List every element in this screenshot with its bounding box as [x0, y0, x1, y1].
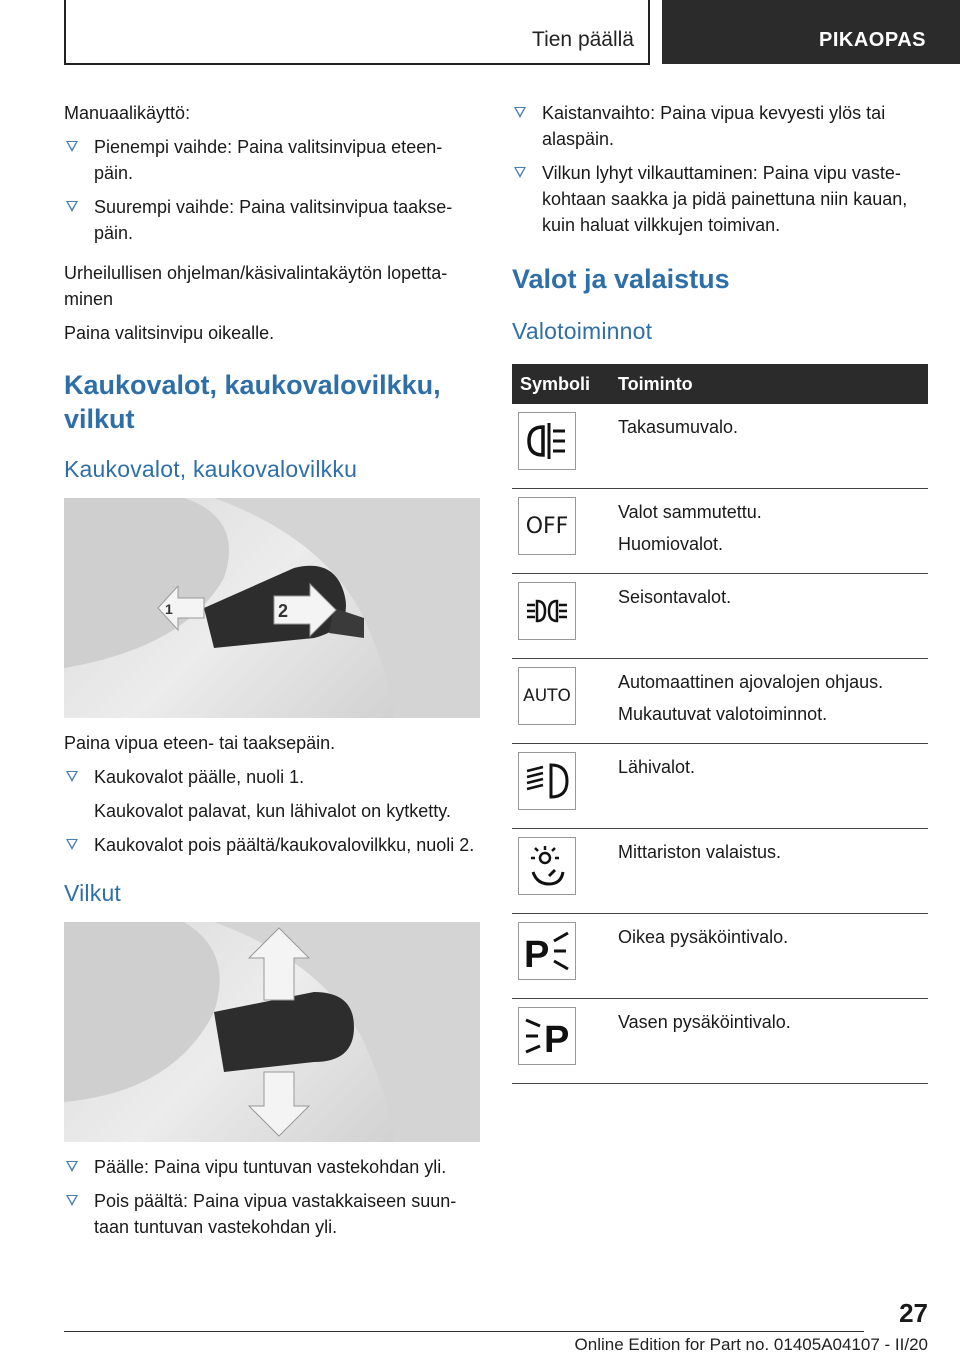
header-tab[interactable]: [662, 0, 960, 64]
bullet-triangle-icon: [514, 167, 526, 178]
light-functions-table: [512, 364, 928, 1084]
list-item: Suurempi vaihde: Paina valitsinvipua taakse-päin.: [64, 194, 480, 246]
right-parking-light-icon: [518, 922, 576, 980]
list-item: Kaukovalot pois päältä/kaukovalovilkku, nuoli 2.: [64, 832, 480, 858]
off-icon: OFF: [518, 497, 576, 555]
table-row: Lähivalot.: [512, 744, 928, 829]
instrument-lighting-icon: [518, 837, 576, 895]
subsection-title-turn-signal: Vilkut: [64, 880, 122, 906]
table-row: OFF Valot sammutettu. Huomiovalot.: [512, 489, 928, 574]
turn-signal-illustration: [64, 922, 480, 1142]
list-item: Kaistanvaihto: Paina vipua kevyesti ylös tai alaspäin.: [512, 100, 928, 152]
header-rule-left: [64, 0, 66, 64]
bullet-triangle-icon: [66, 201, 78, 212]
high-beam-note: Kaukovalot palavat, kun lähivalot on kytketty.: [94, 801, 451, 821]
table-row: Takasumuvalo.: [512, 404, 928, 489]
header-rule-right: [648, 0, 650, 64]
subsection-title-high-beam: Kaukovalot, kaukovalovilkku: [64, 456, 358, 482]
list-item: Pois päältä: Paina vipua vastakkaiseen suun-taan tuntuvan vastekohdan yli.: [64, 1188, 480, 1240]
bullet-triangle-icon: [66, 839, 78, 850]
table-row: P Oikea pysäköintivalo.: [512, 914, 928, 999]
footer-edition: Online Edition for Part no. 01405A04107 - II/20: [574, 1335, 928, 1354]
rear-fog-light-icon: [518, 412, 576, 470]
table-row: P Vasen pysäköintivalo.: [512, 999, 928, 1084]
svg-text:P: P: [544, 1019, 570, 1060]
bullet-triangle-icon: [66, 141, 78, 152]
stalk-illustration-icon: [64, 498, 480, 718]
right-column: [512, 100, 928, 1084]
table-row: AUTO Automaattinen ajovalojen ohjaus. Mukautuvat valotoiminnot.: [512, 659, 928, 744]
high-beam-intro: Paina vipua eteen- tai taaksepäin.: [64, 733, 336, 753]
arrow-1-label: 1: [165, 601, 173, 617]
parking-lights-icon: [518, 582, 576, 640]
header-tab-label: PIKAOPAS: [819, 29, 926, 51]
bullet-triangle-icon: [514, 107, 526, 118]
stalk-updown-icon: [64, 922, 480, 1142]
section-title-high-beam: Kaukovalot, kaukovalovilkku, vilkut: [64, 370, 441, 434]
list-item: Kaukovalot päälle, nuoli 1.: [64, 764, 480, 790]
list-item: Vilkun lyhyt vilkauttaminen: Paina vipu vaste-kohtaan saakka ja pidä painettuna niin kauan, kuin haluat vilkkujen toimivan.: [512, 160, 928, 238]
table-header-row: [512, 364, 928, 404]
manual-label: Manuaalikäyttö:: [64, 103, 191, 123]
sport-end-action: Paina valitsinvipu oikealle.: [64, 323, 275, 343]
high-beam-illustration: [64, 498, 480, 718]
header-rule-bottom: [64, 63, 650, 65]
svg-text:P: P: [524, 934, 550, 975]
bullet-triangle-icon: [66, 1195, 78, 1206]
left-parking-light-icon: [518, 1007, 576, 1065]
column-header-symbol: Symboli: [512, 364, 610, 404]
footer-rule: [64, 1331, 864, 1332]
list-item: Päälle: Paina vipu tuntuvan vastekohdan yli.: [64, 1154, 480, 1180]
left-column: [64, 100, 480, 1248]
table-row: Mittariston valaistus.: [512, 829, 928, 914]
column-header-function: Toiminto: [610, 364, 928, 404]
bullet-triangle-icon: [66, 771, 78, 782]
arrow-2-label: 2: [278, 601, 289, 621]
table-row: Seisontavalot.: [512, 574, 928, 659]
auto-icon: AUTO: [518, 667, 576, 725]
low-beam-icon: [518, 752, 576, 810]
bullet-triangle-icon: [66, 1161, 78, 1172]
section-title-lights: Valot ja valaistus: [512, 264, 730, 294]
page-number: 27: [899, 1298, 928, 1328]
header-section-title: Tien päällä: [532, 28, 634, 51]
sport-end-heading: Urheilullisen ohjelman/käsivalintakäytön lopetta-minen: [64, 263, 448, 309]
subsection-title-light-functions: Valotoiminnot: [512, 318, 653, 344]
list-item: Pienempi vaihde: Paina valitsinvipua eteen-päin.: [64, 134, 480, 186]
